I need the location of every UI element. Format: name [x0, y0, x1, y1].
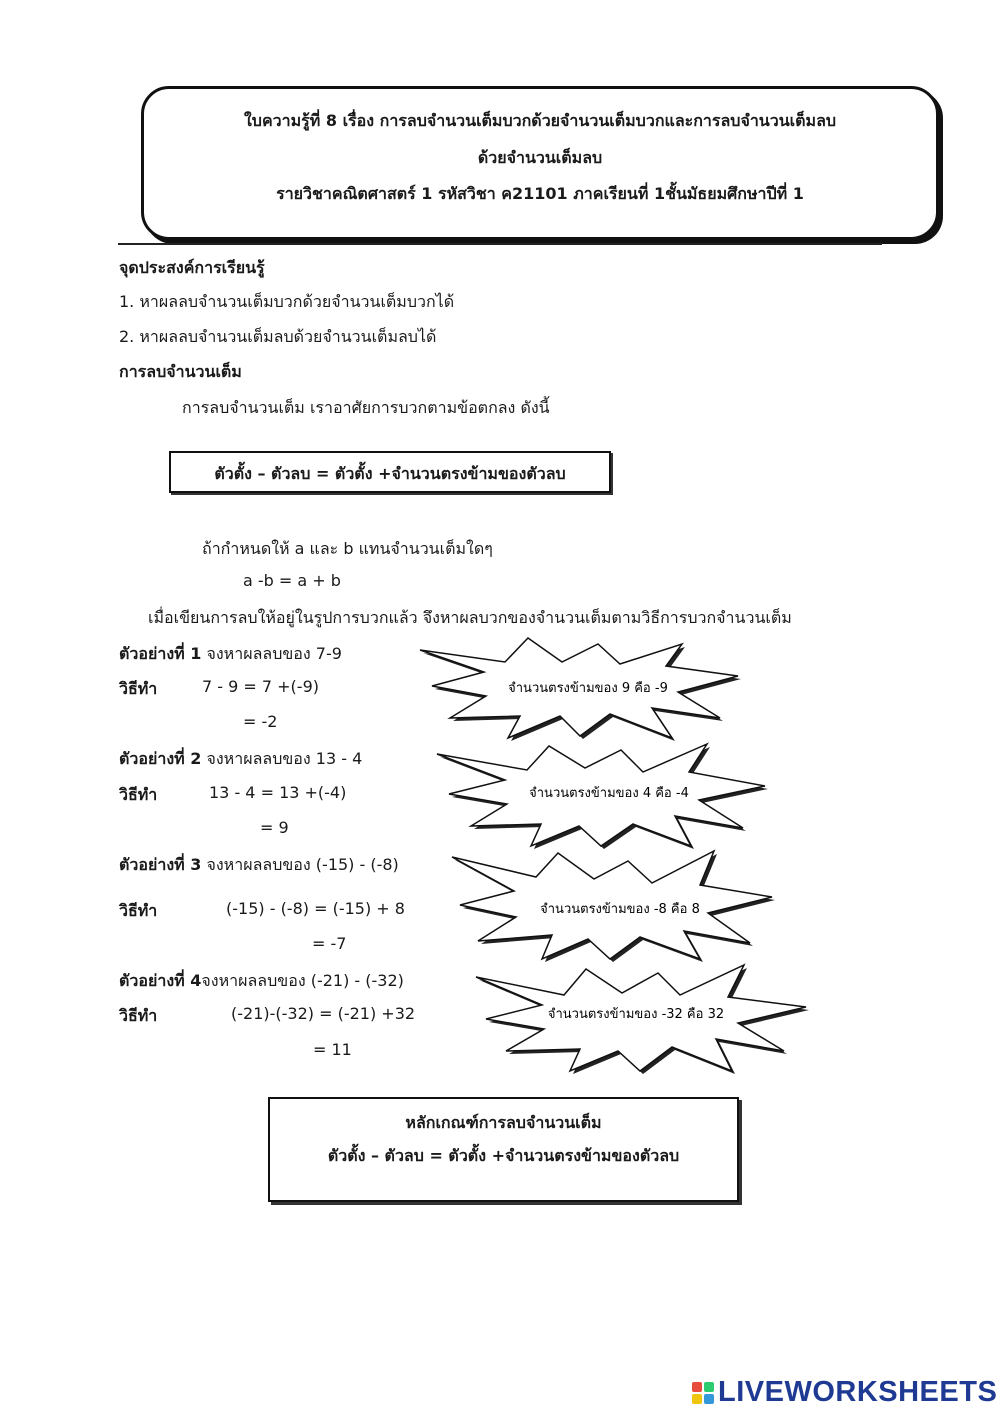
- header-divider: [118, 243, 882, 245]
- principle-rule: ตัวตั้ง – ตัวลบ = ตัวตั้ง +จำนวนตรงข้ามของตัวลบ: [327, 1146, 680, 1165]
- example-3-method-label: วิธีทำ: [119, 901, 158, 920]
- callout-burst-4: [476, 965, 808, 1073]
- callout-burst-1: [420, 636, 740, 740]
- example-1-question: [119, 642, 342, 667]
- logo-text: LIVEWORKSHEETS: [718, 1376, 998, 1408]
- objectives-heading: จุดประสงค์การเรียนรู้: [119, 258, 265, 277]
- example-3-step-2: = -7: [312, 934, 347, 953]
- callout-burst-2-text: จำนวนตรงข้ามของ 4 คือ -4: [529, 786, 689, 801]
- subtraction-heading: การลบจำนวนเต็ม: [119, 362, 242, 381]
- rule-box-text: ตัวตั้ง – ตัวลบ = ตัวตั้ง +จำนวนตรงข้ามของตัวลบ: [214, 464, 566, 483]
- example-2-step-2: = 9: [260, 818, 289, 837]
- principle-box: [268, 1097, 739, 1202]
- logo-grid-icon: [692, 1382, 714, 1404]
- objective-item-2: 2. หาผลลบจำนวนเต็มลบด้วยจำนวนเต็มลบได้: [119, 327, 437, 346]
- callout-burst-3: [452, 851, 774, 961]
- example-1-step-2: = -2: [243, 712, 278, 731]
- example-2-text: จงหาผลลบของ 13 - 4: [201, 749, 363, 768]
- example-3-question: [119, 853, 399, 878]
- example-1-label: ตัวอย่างที่ 1: [119, 644, 202, 663]
- principle-title: หลักเกณฑ์การลบจำนวนเต็ม: [405, 1113, 602, 1132]
- liveworksheets-logo: [692, 1376, 997, 1409]
- rule-box: [169, 451, 611, 493]
- example-2-label: ตัวอย่างที่ 2: [119, 749, 202, 768]
- example-3-label: ตัวอย่างที่ 3: [119, 855, 202, 874]
- subtraction-intro: การลบจำนวนเต็ม เราอาศัยการบวกตามข้อตกลง ดังนี้: [182, 398, 550, 417]
- example-4-text: จงหาผลลบของ (-21) - (-32): [201, 971, 404, 990]
- callout-burst-4-text: จำนวนตรงข้ามของ -32 คือ 32: [547, 1007, 725, 1022]
- example-1-step-1: 7 - 9 = 7 +(-9): [202, 677, 319, 696]
- example-3-text: จงหาผลลบของ (-15) - (-8): [201, 855, 399, 874]
- example-2-step-1: 13 - 4 = 13 +(-4): [209, 783, 347, 802]
- example-4-question: [119, 969, 404, 994]
- example-2-question: [119, 747, 362, 772]
- explanation: เมื่อเขียนการลบให้อยู่ในรูปการบวกแล้ว จึงหาผลบวกของจำนวนเต็มตามวิธีการบวกจำนวนเต็ม: [148, 608, 792, 627]
- title-box: [141, 86, 939, 240]
- title-line-1: ใบความรู้ที่ 8 เรื่อง การลบจำนวนเต็มบวกด้วยจำนวนเต็มบวกและการลบจำนวนเต็มลบ: [243, 111, 837, 130]
- example-1-method-label: วิธีทำ: [119, 679, 158, 698]
- example-4-label: ตัวอย่างที่ 4: [119, 971, 202, 990]
- example-4-step-1: (-21)-(-32) = (-21) +32: [231, 1004, 416, 1023]
- callout-burst-1-text: จำนวนตรงข้ามของ 9 คือ -9: [508, 681, 668, 696]
- callout-burst-2: [437, 742, 767, 848]
- example-2-method-label: วิธีทำ: [119, 785, 158, 804]
- title-line-2: ด้วยจำนวนเต็มลบ: [477, 148, 603, 167]
- formula: a -b = a + b: [243, 571, 341, 590]
- given-statement: ถ้ากำหนดให้ a และ b แทนจำนวนเต็มใดๆ: [202, 539, 493, 558]
- callout-burst-3-text: จำนวนตรงข้ามของ -8 คือ 8: [540, 902, 700, 917]
- title-line-3: รายวิชาคณิตศาสตร์ 1 รหัสวิชา ค21101 ภาคเรียนที่ 1ชั้นมัธยมศึกษาปีที่ 1: [276, 184, 804, 203]
- example-4-step-2: = 11: [313, 1040, 352, 1059]
- example-3-step-1: (-15) - (-8) = (-15) + 8: [226, 899, 405, 918]
- objective-item-1: 1. หาผลลบจำนวนเต็มบวกด้วยจำนวนเต็มบวกได้: [119, 292, 455, 311]
- example-4-method-label: วิธีทำ: [119, 1006, 158, 1025]
- example-1-text: จงหาผลลบของ 7-9: [201, 644, 342, 663]
